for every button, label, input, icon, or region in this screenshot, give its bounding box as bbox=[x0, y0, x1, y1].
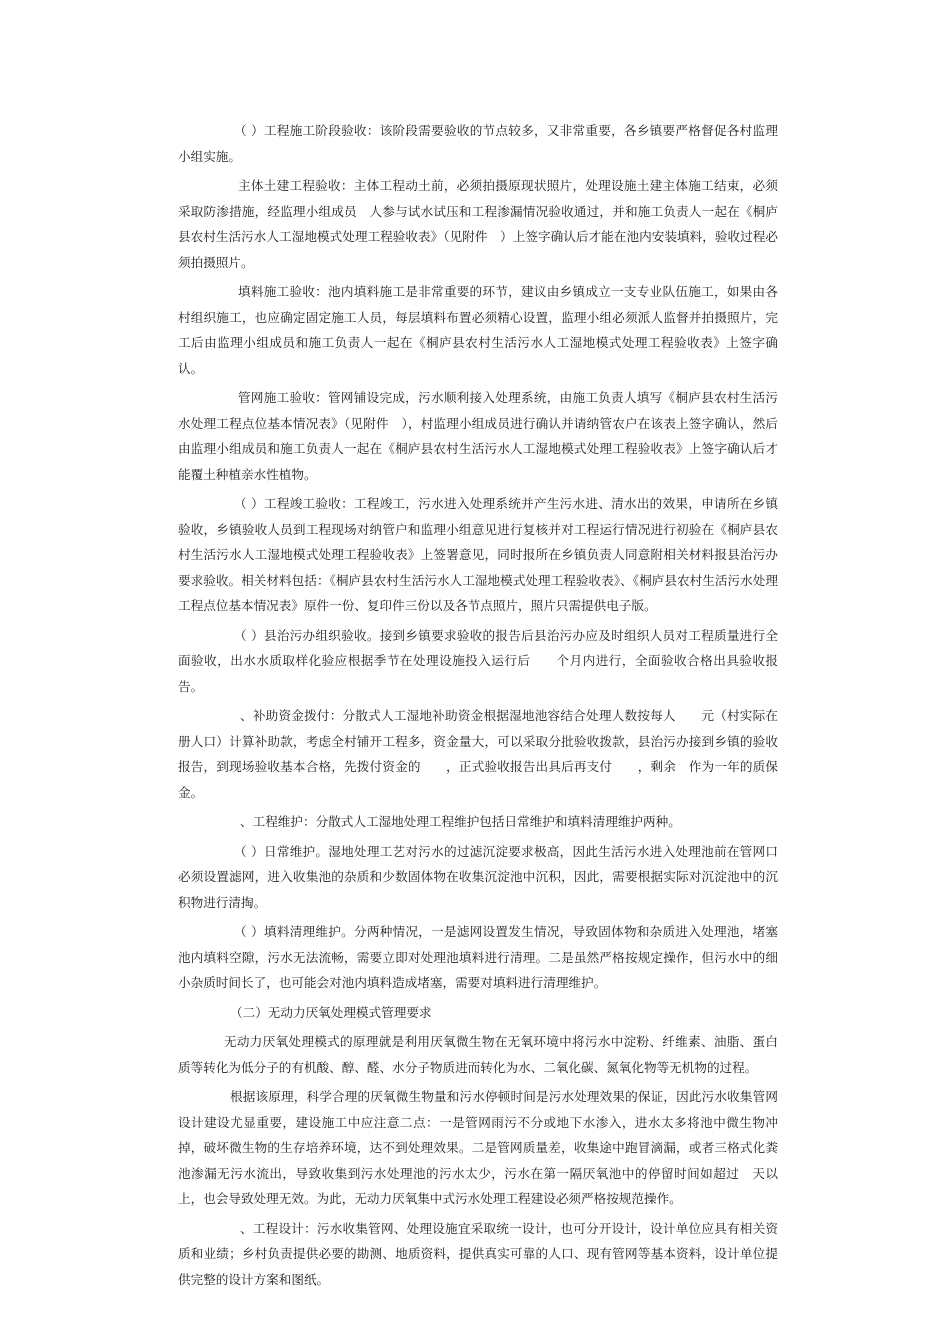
paragraph-filler-cleaning: （ ）填料清理维护。分两种情况，一是滤网设置发生情况，导致固体物和杂质进入处理池，堵塞池内填料空隙，污水无法流畅，需要立即对处理池填料进行清理。二是虽然严格按规定操作，但污水中的细小杂质时间长了，也可能会对池内填料造成堵塞，需要对填料进行清理维护。 bbox=[178, 924, 778, 990]
paragraph-anaerobic-principle: 无动力厌氧处理模式的原理就是利用厌氧微生物在无氧环境中将污水中淀粉、纤维素、油脂、蛋白质等转化为低分子的有机酸、醇、醛、水分子物质进而转化为水、二氧化碳、氮氧化物等无机物的过程。 bbox=[178, 1034, 778, 1075]
paragraph-daily-maintenance: （ ）日常维护。湿地处理工艺对污水的过滤沉淀要求极高，因此生活污水进入处理池前在管网口必须设置滤网，进入收集池的杂质和少数固体物在收集沉淀池中沉积，因此，需要根据实际对沉淀池中的沉积物进行清掏。 bbox=[178, 843, 778, 910]
paragraph-pipe-network: 管网施工验收：管网铺设完成，污水顺利接入处理系统，由施工负责人填写《桐庐县农村生活污水处理工程点位基本情况表》（见附件 ），村监理小组成员进行确认并请纳管农户在该表上签字确认，然后由监理小组成员和施工负责人一起在《桐庐县农村生活污水人工湿地模式处理工程验收表》上签字确认后才能覆土种植亲水性植物。 bbox=[178, 390, 778, 482]
paragraph-main-structure: 主体土建工程验收：主体工程动土前，必须拍摄原现状照片，处理设施土建主体施工结束，必须采取防渗措施，经监理小组成员 人参与试水试压和工程渗漏情况验收通过，并和施工负责人一起在《桐庐县农村生活污水人工湿地模式处理工程验收表》（见附件 ）上签字确认后才能在池内安装填料，验收过程必须拍摄照片。 bbox=[178, 178, 778, 270]
paragraph-engineering-design: 、工程设计：污水收集管网、处理设施宜采取统一设计，也可分开设计，设计单位应具有相关资质和业绩；乡村负责提供必要的勘测、地质资料，提供真实可靠的人口、现有管网等基本资料，设计单位提供完整的设计方案和图纸。 bbox=[178, 1220, 778, 1287]
paragraph-filler-construction: 填料施工验收：池内填料施工是非常重要的环节，建议由乡镇成立一支专业队伍施工，如果由各村组织施工，也应确定固定施工人员，每层填料布置必须精心设置，监理小组必须派人监督并拍摄照片，完工后由监理小组成员和施工负责人一起在《桐庐县农村生活污水人工湿地模式处理工程验收表》上签字确认。 bbox=[178, 284, 778, 376]
paragraph-completion-acceptance: （ ）工程竣工验收：工程竣工，污水进入处理系统并产生污水进、清水出的效果，申请所在乡镇验收，乡镇验收人员到工程现场对纳管户和监理小组意见进行复核并对工程运行情况进行初验在《桐庐县农村生活污水人工湿地模式处理工程验收表》上签署意见，同时报所在乡镇负责人同意附相关材料报县治污办要求验收。相关材料包括：《桐庐县农村生活污水人工湿地模式处理工程验收表》、《桐庐县农村生活污水处理工程点位基本情况表》原件一份、复印件三份以及各节点照片，照片只需提供电子版。 bbox=[178, 496, 778, 613]
paragraph-construction-stage: （ ）工程施工阶段验收：该阶段需要验收的节点较多，又非常重要，各乡镇要严格督促各村监理小组实施。 bbox=[178, 123, 778, 164]
document-page bbox=[178, 118, 778, 1296]
paragraph-microbe-retention: 根据该原理，科学合理的厌氧微生物量和污水停顿时间是污水处理效果的保证，因此污水收集管网设计建设尤显重要，建设施工中应注意二点：一是管网雨污不分或地下水渗入，进水太多将池中微生物冲掉，破坏微生物的生存培养环境，达不到处理效果。二是管网质量差，收集途中跑冒滴漏，或者三格式化粪池渗漏无污水流出，导致收集到污水处理池的污水太少，污水在第一隔厌氧池中的停留时间如超过 天以上，也会导致处理无效。为此，无动力厌氧集中式污水处理工程建设必须严格按规范操作。 bbox=[178, 1089, 778, 1206]
paragraph-subsidy-funds: 、补助资金拨付：分散式人工湿地补助资金根据湿地池容结合处理人数按每人 元（村实际在册人口）计算补助款，考虑全村铺开工程多，资金量大，可以采取分批验收拨款，县治污办接到乡镇的验收报告，到现场验收基本合格，先拨付资金的 ，正式验收报告出具后再支付 ，剩余 作为一年的质保金。 bbox=[178, 708, 778, 800]
section-heading-anaerobic: （二）无动力厌氧处理模式管理要求 bbox=[230, 1004, 432, 1020]
paragraph-county-acceptance: （ ）县治污办组织验收。接到乡镇要求验收的报告后县治污办应及时组织人员对工程质量进行全面验收，出水水质取样化验应根据季节在处理设施投入运行后 个月内进行，全面验收合格出具验收报告。 bbox=[178, 627, 778, 694]
paragraph-maintenance: 、工程维护：分散式人工湿地处理工程维护包括日常维护和填料清理维护两种。 bbox=[240, 814, 681, 829]
